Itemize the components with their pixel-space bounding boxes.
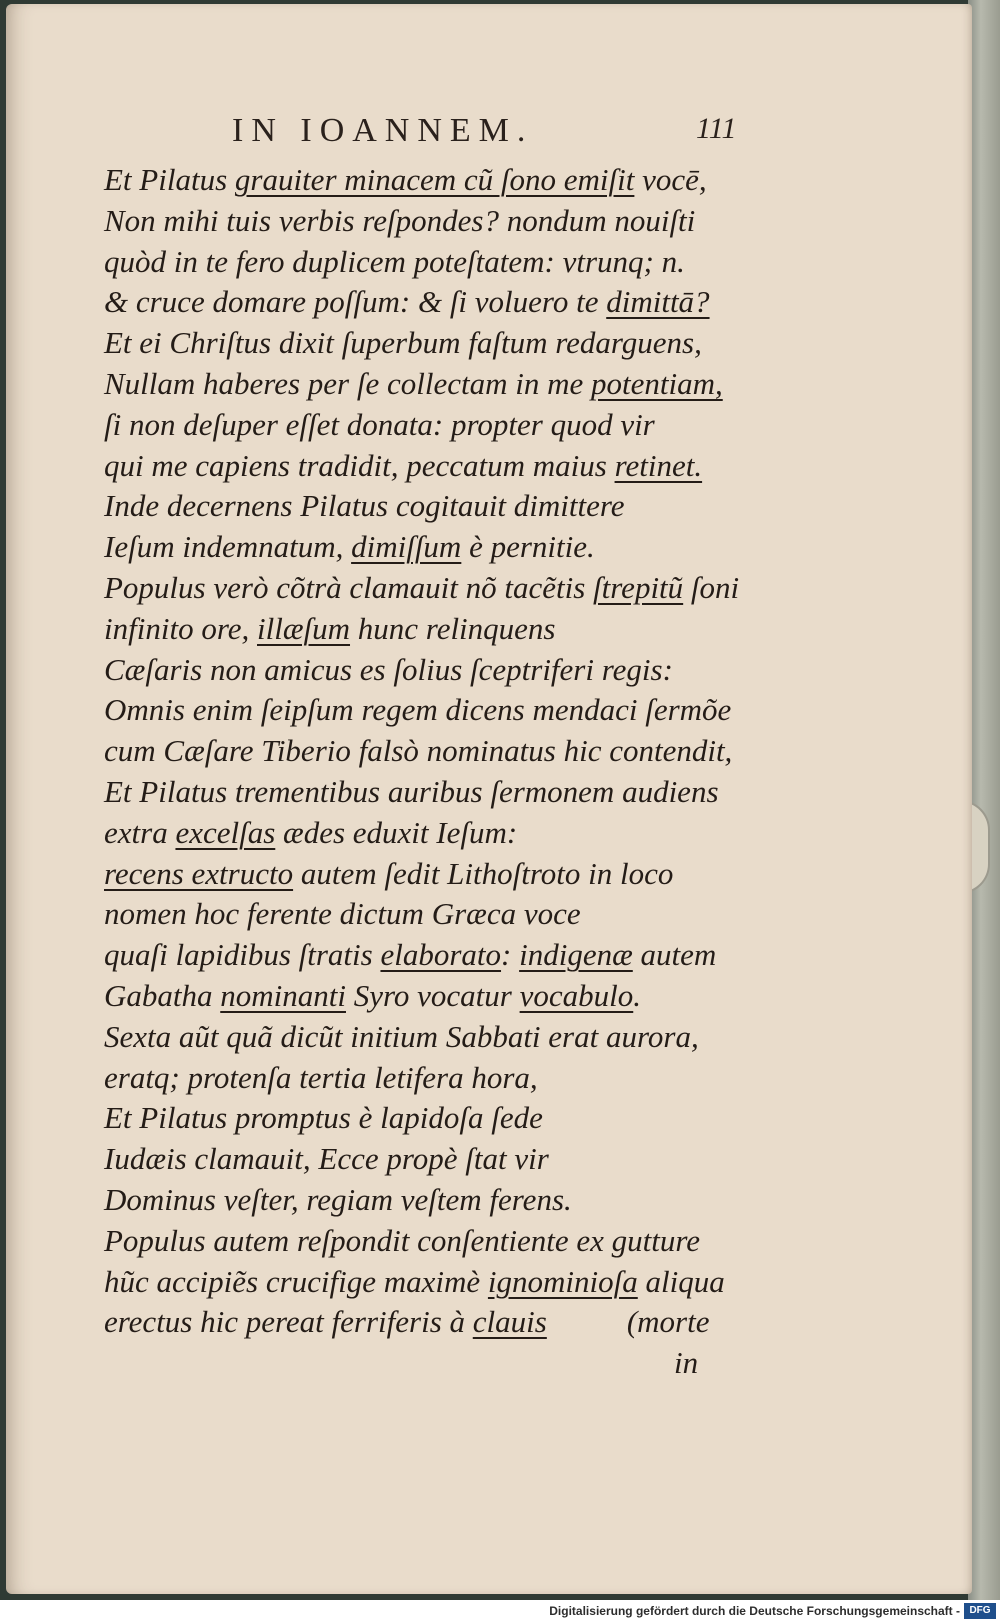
underlined-run: elaborato [380,937,502,973]
text-run: : [501,937,520,973]
text-line: Inde decernens Pilatus cogitauit dimittere [104,488,625,524]
text-line: Sexta aũt quã dicũt initium Sabbati erat aurora, [104,1018,699,1054]
underlined-run: vocabulo [519,977,634,1013]
underlined-run: dimiſſum [351,529,462,565]
text-run: erectus hic pereat ferriferis à [104,1304,473,1340]
underlined-run: retinet. [614,447,703,483]
text-run: è pernitie. [461,529,595,565]
text-line: Populus autem reſpondit conſentiente ex gutture [104,1222,701,1258]
underlined-run: dimittā? [606,284,710,320]
text-line [104,568,744,609]
text-line [104,1302,744,1343]
underlined-run: recens extructo [104,855,294,891]
text-line: cum Cæſare Tiberio falsò nominatus hic contendit, [104,733,733,769]
underlined-run: illæſum [257,610,351,646]
text-line: Iudæis clamauit, Ecce propè ſtat vir [104,1141,549,1177]
text-run: Populus verò cõtrà clamauit nõ tacẽtis [104,569,594,605]
text-run: hũc accipiẽs crucifige maximè [104,1263,488,1299]
text-run: Syro vocatur [345,977,520,1013]
text-run: Ieſum indemnatum, [104,529,352,565]
text-run: autem [632,937,717,973]
running-title: IN IOANNEM. [232,112,534,149]
text-line [104,854,744,895]
text-line [104,282,744,323]
text-run: ſoni [683,569,740,605]
text-run: qui me capiens tradidit, peccatum maius [104,447,615,483]
underlined-run: clauis [472,1304,547,1340]
text-run: extra [104,814,176,850]
text-run: infinito ore, [104,610,257,646]
text-line [104,1262,744,1303]
text-run: ædes eduxit Ieſum: [275,814,518,850]
digitization-footer [0,1600,1000,1622]
text-run: quaſi lapidibus ſtratis [104,937,381,973]
dfg-logo: DFG [964,1603,996,1619]
text-line: Dominus veſter, regiam veſtem ferens. [104,1181,572,1217]
funding-credit: Digitalisierung gefördert durch die Deutsche Forschungsgemeinschaft - [549,1604,960,1618]
text-line: eratq; protenſa tertia letifera hora, [104,1059,538,1095]
text-line: Cæſaris non amicus es ſolius ſceptriferi regis: [104,651,673,687]
text-run: & cruce domare poſſum: & ſi voluero te [104,284,607,320]
text-line: Et ei Chriſtus dixit ſuperbum faſtum redarguens, [104,325,702,361]
text-line [104,976,744,1017]
text-line [104,446,744,487]
underlined-run: nominanti [220,977,346,1013]
underlined-run: potentiam, [591,365,723,401]
underlined-run: ignominioſa [487,1263,638,1299]
text-run: Et Pilatus [104,162,235,197]
text-line [104,364,744,405]
verse-text [104,160,744,1384]
underlined-run: grauiter minacem cũ ſono emiſit [234,162,635,197]
underlined-run: excelſas [175,814,276,850]
text-line: Non mihi tuis verbis reſpondes? nondum nouiſti [104,202,696,238]
text-line [104,935,744,976]
text-line [104,609,744,650]
text-run: aliqua [637,1263,725,1299]
catchword: in [674,1345,699,1381]
text-line [104,527,744,568]
book-board-edge [968,0,1000,1600]
text-run: . [633,977,641,1013]
text-line: nomen hoc ferente dictum Græca voce [104,896,581,932]
text-line: Et Pilatus promptus è lapidoſa ſede [104,1100,543,1136]
text-line: Omnis enim ſeipſum regem dicens mendaci ſermõe [104,692,732,728]
text-line: quòd in te fero duplicem poteſtatem: vtrunq; n. [104,243,685,279]
underlined-run: indigenæ [519,937,633,973]
underlined-run: ſtrepitũ [593,569,684,605]
text-run: Nullam haberes per ſe collectam in me [104,365,591,401]
folio-number: 111 [696,112,737,145]
text-run: (morte [626,1304,710,1340]
text-run: Gabatha [104,977,221,1013]
text-line: Et Pilatus trementibus auribus ſermonem audiens [104,773,719,809]
text-run: autem ſedit Lithoſtroto in loco [293,855,674,891]
text-run: vocē, [634,162,707,197]
text-line: ſi non deſuper eſſet donata: propter quod vir [104,406,655,442]
text-line [104,813,744,854]
text-line [104,160,744,201]
text-run: hunc relinquens [350,610,556,646]
